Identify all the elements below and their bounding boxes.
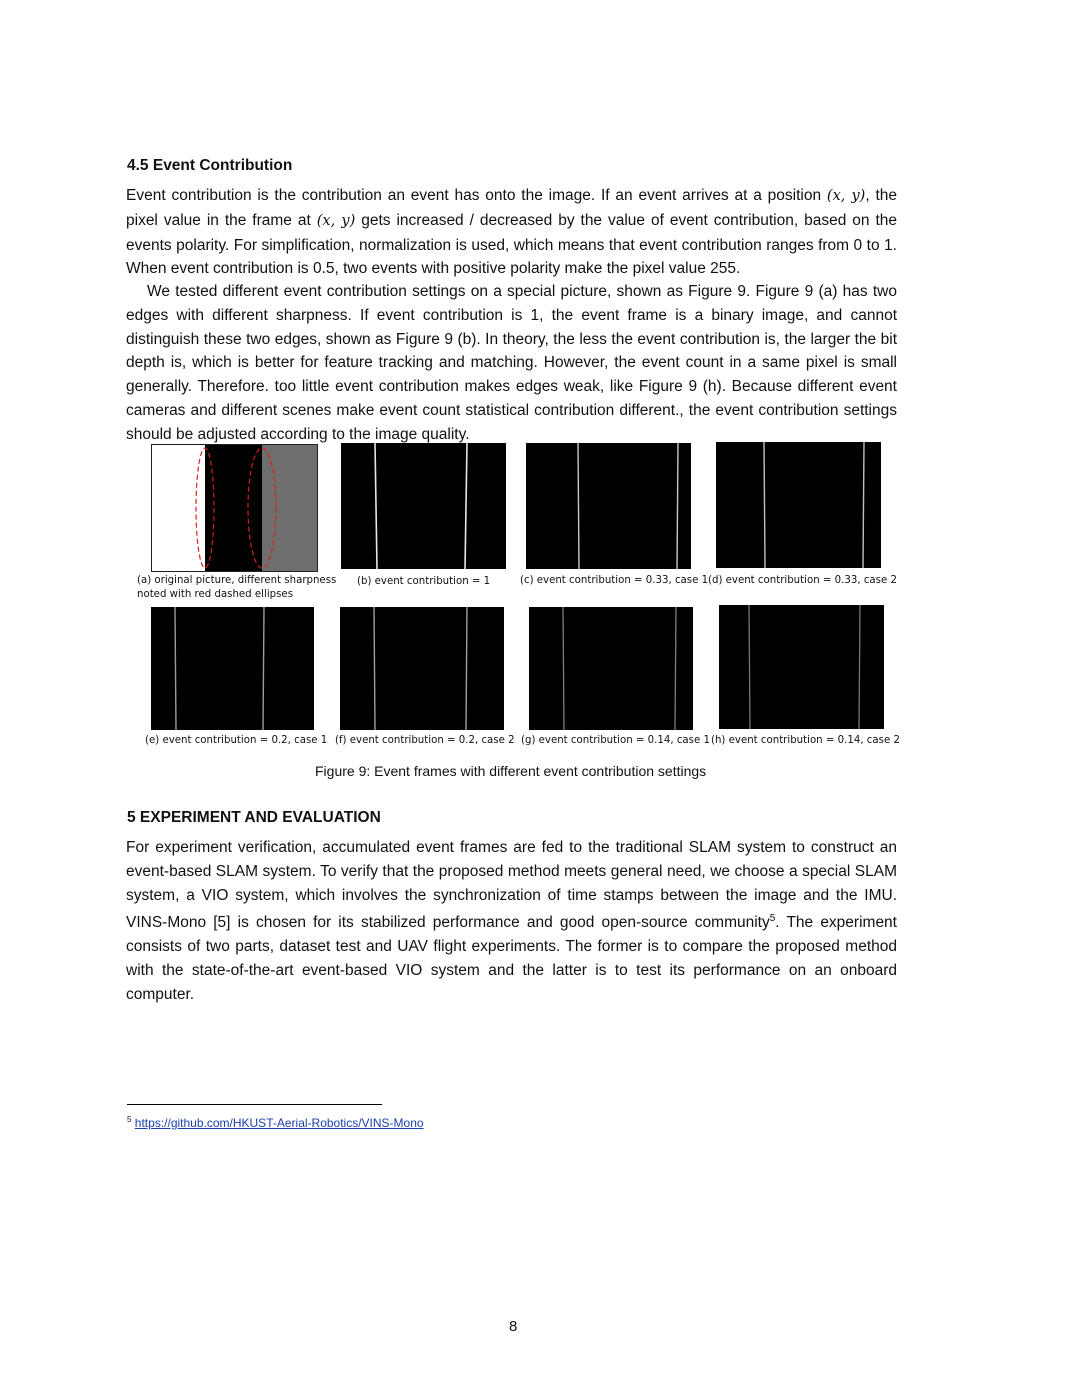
figure-9g-label: (g) event contribution = 0.14, case 1 (521, 735, 710, 746)
figure-9b-label: (b) event contribution = 1 (357, 576, 491, 587)
figure-9f-label: (f) event contribution = 0.2, case 2 (335, 735, 515, 746)
footnote-reference[interactable]: 5 (769, 913, 776, 925)
figure-9e-label: (e) event contribution = 0.2, case 1 (145, 735, 328, 746)
figure-9h-event-frame (719, 605, 884, 729)
section-heading-5: 5 EXPERIMENT AND EVALUATION (127, 809, 381, 826)
figure-9e-event-frame (151, 607, 314, 730)
figure-9d-label: (d) event contribution = 0.33, case 2 (708, 575, 897, 586)
paragraph-event-contribution-intro: Event contribution is the contribution an event has onto the image. If an event arrives at a position (x, y), the pixel value in the frame at (x, y) gets increased / decreased by the value of event contribution, based on the events polarity. For simplification, normalization is used, which means that event contribution ranges from 0 to 1. When event contribution is 0.5, two events with positive polarity make the pixel value 255. (126, 187, 898, 278)
figure-9g-event-frame (529, 607, 693, 730)
figure-9b-event-frame (341, 443, 506, 569)
footnote (127, 1115, 424, 1130)
footnote-mark: 5 (127, 1115, 132, 1124)
footnote-divider (127, 1104, 382, 1105)
figure-9f-event-frame (340, 607, 504, 730)
section-heading-4-5: 4.5 Event Contribution (127, 157, 293, 174)
paragraph-event-contribution-test: We tested different event contribution settings on a special picture, shown as Figure 9. Figure 9 (a) has two edges with different sharpness. If event contribution is 1, the event frame is a binary image, and cannot distinguish these two edges, shown as Figure 9 (b). In theory, the less the event contribution is, the larger the bit depth is, which is better for feature tracking and matching. However, the event count in a same pixel is small generally. Therefore. too little event contribution makes edges weak, like Figure 9 (h). Because different event cameras and different scenes make event count statistical contribution different., the event contribution settings should be adjusted according to the image quality. (126, 283, 897, 443)
figure-9c-label: (c) event contribution = 0.33, case 1 (520, 575, 709, 586)
edge-line (375, 443, 377, 569)
figure-9a-label: (a) original picture, different sharpness noted with red dashed ellipses (137, 575, 337, 600)
figure-9-caption: Figure 9: Event frames with different event contribution settings (315, 763, 707, 779)
page-number: 8 (509, 1318, 518, 1335)
paragraph-experiment-intro: For experiment verification, accumulated event frames are fed to the traditional SLAM system to construct an event-based SLAM system. To verify that the proposed method meets general need, we choose a special SLAM system, a VIO system, which involves the synchronization of time stamps between the image and the IMU. VINS-Mono [5] is chosen for its stabilized performance and good open-source community$^5$. The experiment consists of two parts, dataset test and UAV flight experiments. The former is to compare the proposed method with the state-of-the-art event-based VIO system and the latter is to test its performance on an onboard computer. (126, 839, 897, 1003)
figure-9h-label: (h) event contribution = 0.14, case 2 (711, 735, 900, 746)
figure-9d-event-frame (716, 442, 881, 568)
red-dashed-ellipses (152, 445, 317, 571)
figure-9a-original-picture (151, 444, 318, 572)
figure-9c-event-frame (526, 443, 691, 569)
edge-line (465, 443, 467, 569)
footnote-link[interactable]: https://github.com/HKUST-Aerial-Robotics/VINS-Mono (134, 1116, 424, 1130)
